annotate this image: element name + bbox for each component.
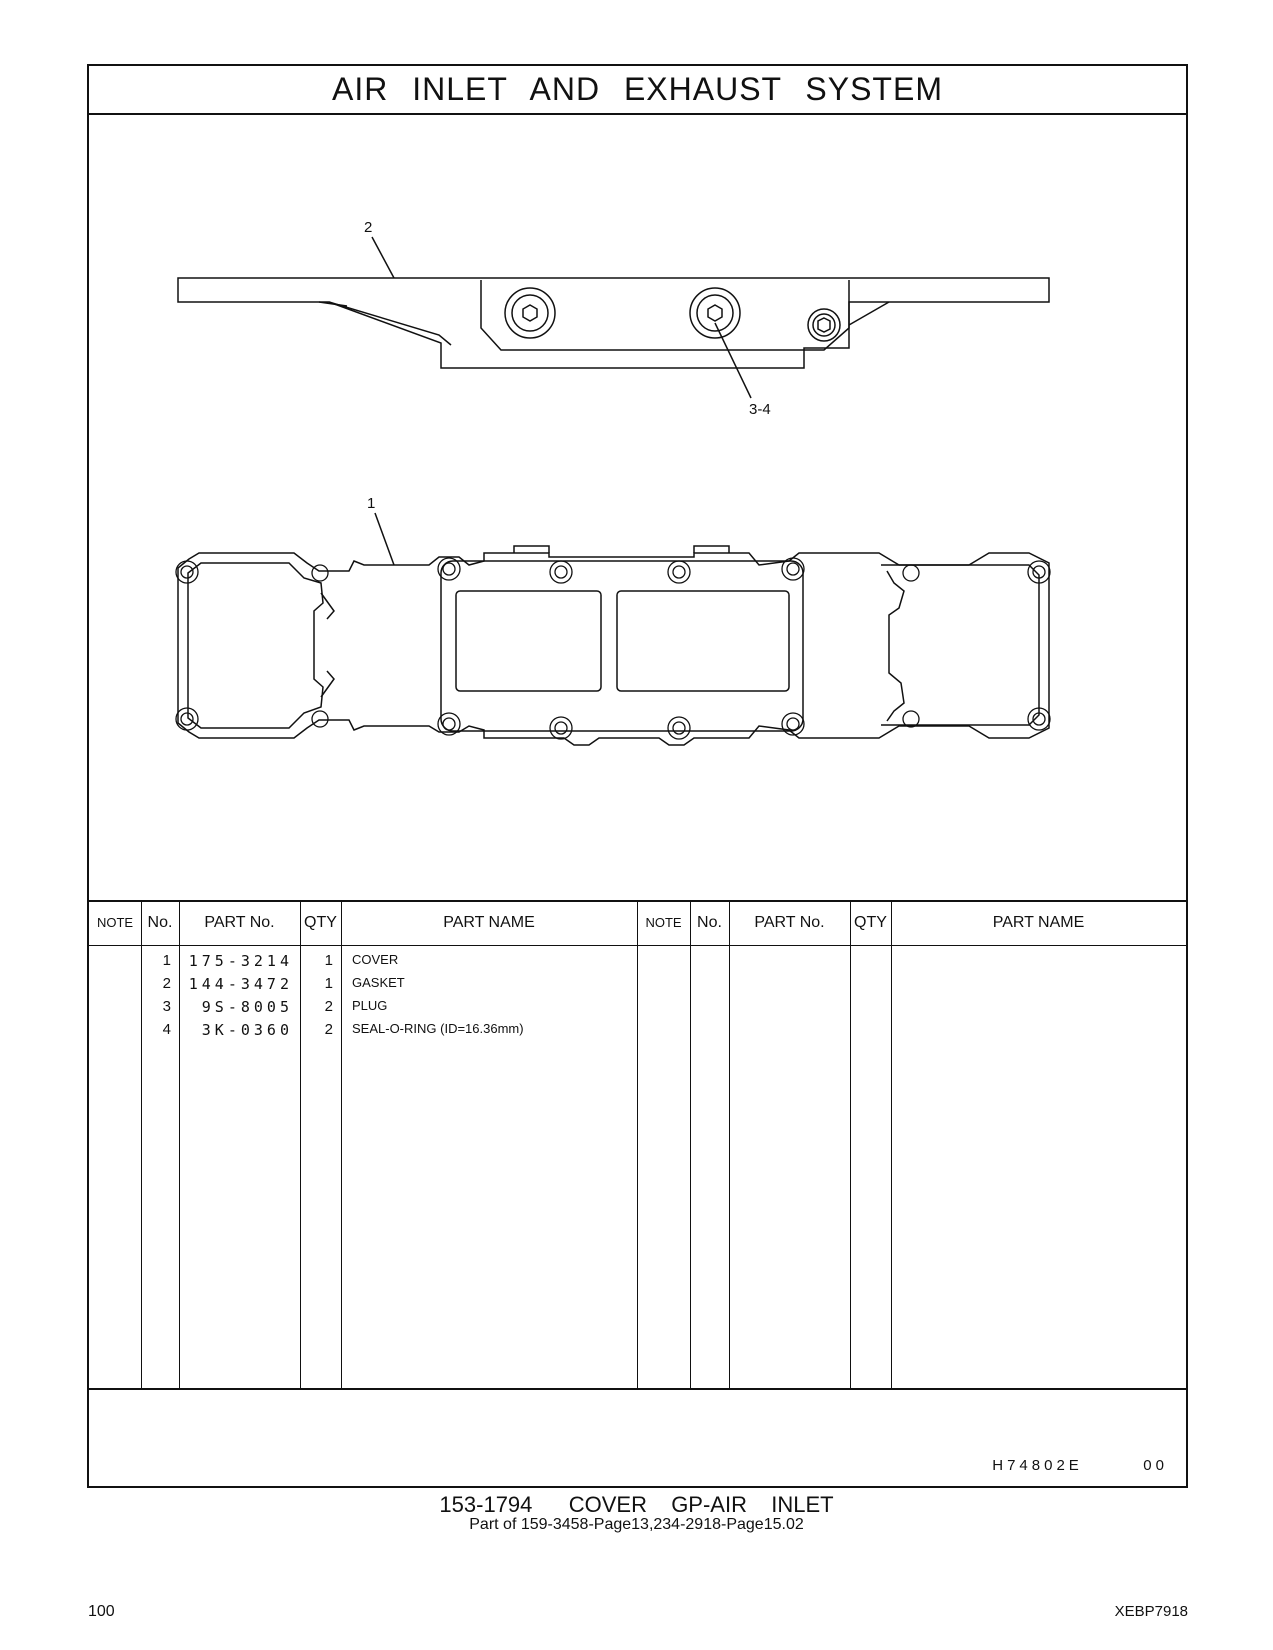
row-part-no: 3K-0360 <box>201 1021 293 1039</box>
assembly-reference: Part of 159-3458-Page13,234-2918-Page15.02 <box>469 1516 804 1533</box>
header-no-2: No. <box>697 914 722 931</box>
row-part-no: 175-3214 <box>188 952 293 970</box>
header-part-name: PART NAME <box>443 914 535 931</box>
section-title: AIR INLET AND EXHAUST SYSTEM <box>332 71 943 107</box>
document-code: XEBP7918 <box>1114 1603 1188 1620</box>
row-part-no: 144-3472 <box>188 975 293 993</box>
header-part-no-2: PART No. <box>754 914 825 931</box>
gasket-plan-view <box>176 513 1050 745</box>
col-divider <box>850 900 851 1388</box>
header-note-2: NOTE <box>645 915 682 930</box>
row-item-no: 3 <box>162 998 171 1015</box>
row-qty: 1 <box>324 952 333 969</box>
row-item-no: 1 <box>162 952 171 969</box>
parts-drawing <box>89 113 1186 900</box>
row-item-no: 2 <box>162 975 171 992</box>
col-divider <box>637 900 638 1388</box>
row-part-name: GASKET <box>352 975 405 990</box>
header-qty-2: QTY <box>854 914 887 931</box>
header-note: NOTE <box>96 915 134 930</box>
col-divider <box>891 900 892 1388</box>
row-qty: 2 <box>324 1021 333 1038</box>
header-part-name-2: PART NAME <box>992 914 1085 931</box>
callout-2: 2 <box>364 219 373 236</box>
row-part-no: 9S-8005 <box>201 998 293 1016</box>
header-no: No. <box>147 914 173 931</box>
row-item-no: 4 <box>162 1021 171 1038</box>
cover-side-view <box>178 237 1049 398</box>
table-row <box>89 952 637 975</box>
callout-1: 1 <box>367 495 376 512</box>
section-title-bar <box>89 66 1186 115</box>
table-row <box>89 998 637 1021</box>
table-row <box>89 975 637 998</box>
header-part-no: PART No. <box>204 914 275 931</box>
col-divider <box>729 900 730 1388</box>
drawing-code: H74802E 00 <box>992 1457 1168 1474</box>
row-part-name: COVER <box>352 952 399 967</box>
row-qty: 1 <box>324 975 333 992</box>
header-qty: QTY <box>304 914 337 931</box>
table-row <box>89 1021 637 1044</box>
col-divider <box>690 900 691 1388</box>
callout-3-4: 3-4 <box>749 401 771 418</box>
parts-page-frame <box>87 64 1188 1488</box>
row-part-name: PLUG <box>352 998 388 1013</box>
exploded-view-illustration <box>89 113 1186 900</box>
table-bottom-rule <box>89 1388 1186 1390</box>
assembly-caption: 153-1794 COVER GP-AIR INLET <box>439 1492 834 1517</box>
row-qty: 2 <box>324 998 333 1015</box>
page-number: 100 <box>88 1603 115 1620</box>
row-part-name: SEAL-O-RING (ID=16.36mm) <box>352 1021 524 1036</box>
parts-table <box>89 900 1186 1388</box>
